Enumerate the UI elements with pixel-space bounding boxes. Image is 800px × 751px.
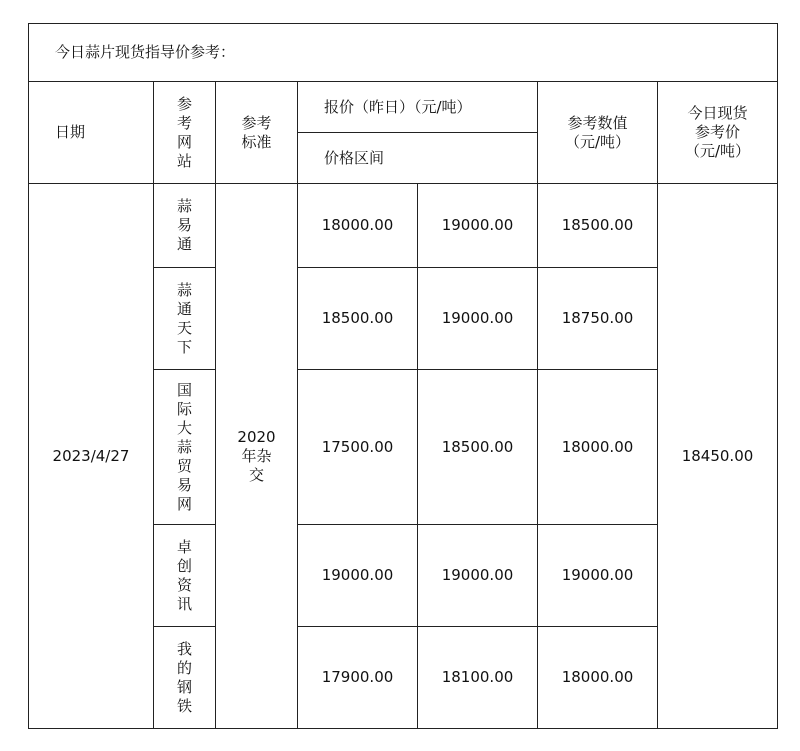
low-price-cell: 17900.00 xyxy=(298,627,418,729)
site-cell: 蒜通天下 xyxy=(154,268,216,370)
site-cell: 国际大蒜贸易网 xyxy=(154,370,216,525)
header-range: 价格区间 xyxy=(298,133,538,184)
header-quote: 报价（昨日）（元/吨） xyxy=(298,82,538,133)
low-price-cell: 18000.00 xyxy=(298,184,418,268)
header-ref-value: 参考数值 （元/吨） xyxy=(538,82,658,184)
header-site: 参考网站 xyxy=(154,82,216,184)
high-price-cell: 19000.00 xyxy=(418,268,538,370)
low-price-cell: 17500.00 xyxy=(298,370,418,525)
high-price-cell: 18100.00 xyxy=(418,627,538,729)
table-title: 今日蒜片现货指导价参考： xyxy=(29,24,778,82)
header-date: 日期 xyxy=(29,82,154,184)
ref-value-cell: 18500.00 xyxy=(538,184,658,268)
low-price-cell: 18500.00 xyxy=(298,268,418,370)
today-price-cell: 18450.00 xyxy=(658,184,778,729)
ref-value-cell: 19000.00 xyxy=(538,525,658,627)
site-cell: 我的钢铁 xyxy=(154,627,216,729)
high-price-cell: 19000.00 xyxy=(418,525,538,627)
high-price-cell: 19000.00 xyxy=(418,184,538,268)
site-cell: 蒜易通 xyxy=(154,184,216,268)
standard-cell: 2020年杂交 xyxy=(216,184,298,729)
high-price-cell: 18500.00 xyxy=(418,370,538,525)
header-today-price: 今日现货 参考价 （元/吨） xyxy=(658,82,778,184)
ref-value-cell: 18000.00 xyxy=(538,627,658,729)
header-standard: 参考标准 xyxy=(216,82,298,184)
ref-value-cell: 18000.00 xyxy=(538,370,658,525)
date-cell: 2023/4/27 xyxy=(29,184,154,729)
site-cell: 卓创资讯 xyxy=(154,525,216,627)
low-price-cell: 19000.00 xyxy=(298,525,418,627)
ref-value-cell: 18750.00 xyxy=(538,268,658,370)
price-reference-table xyxy=(28,23,778,729)
